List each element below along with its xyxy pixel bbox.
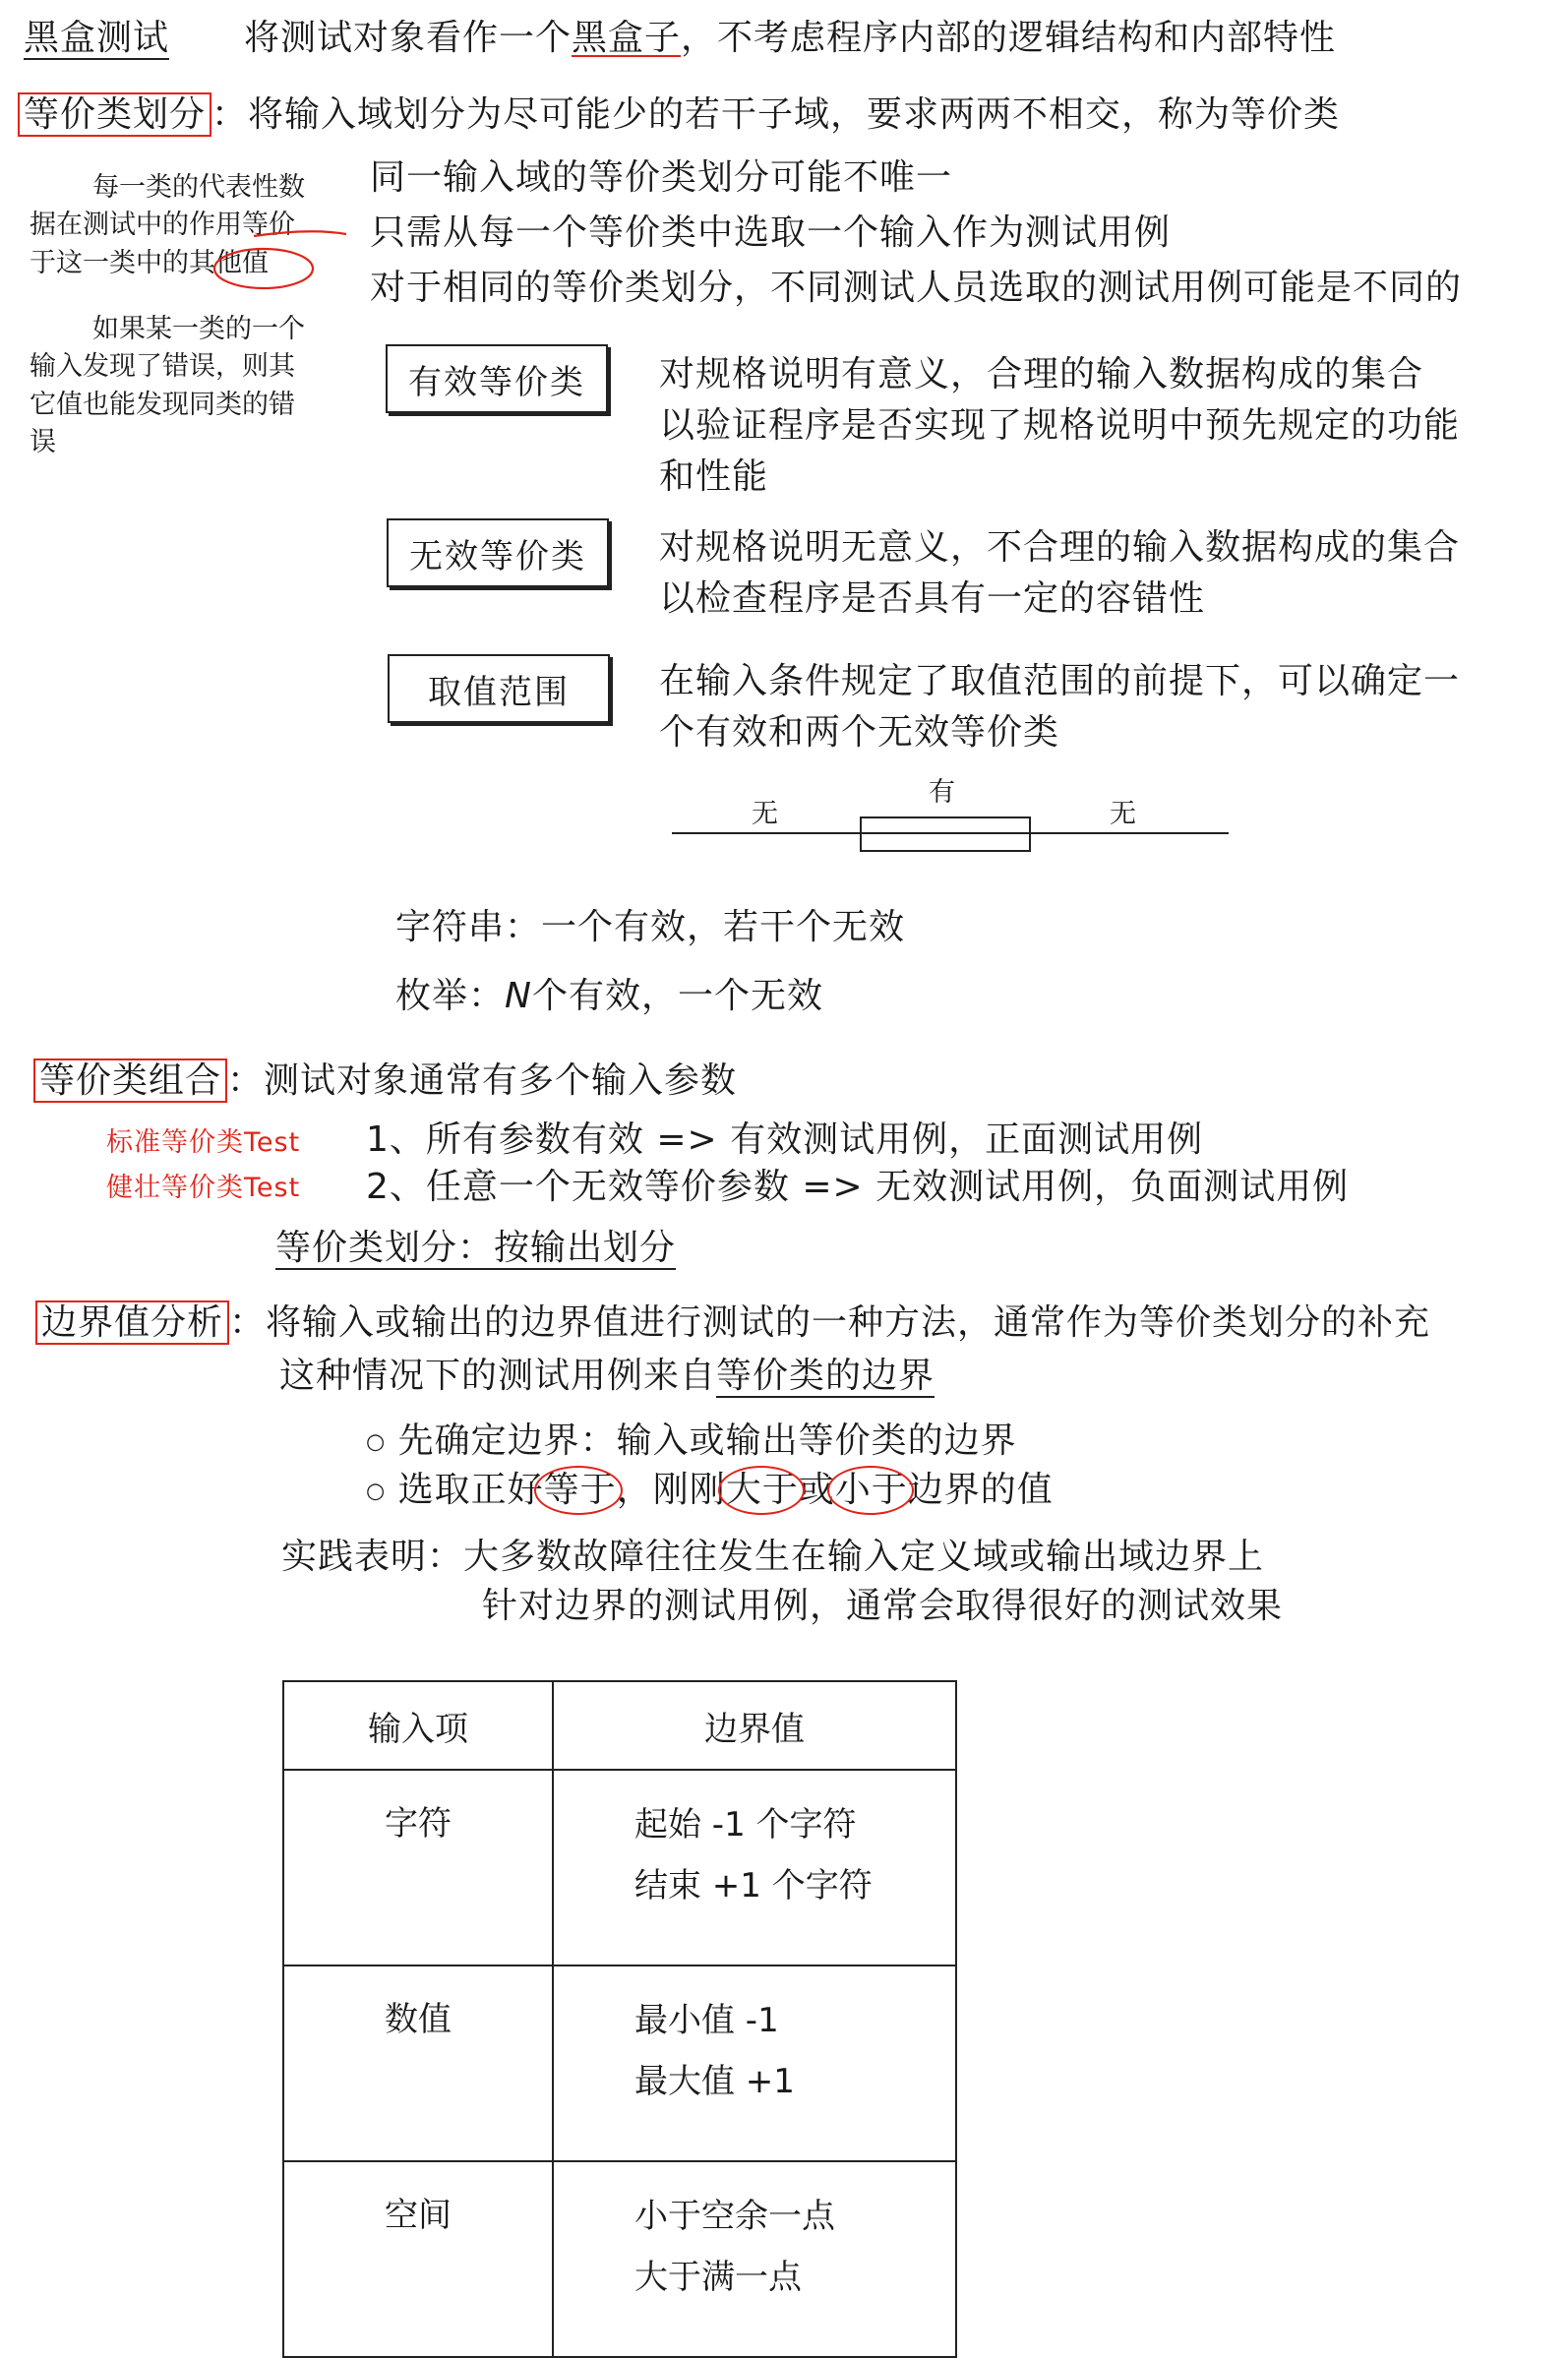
side-note-2-line-2: 输入发现了错误，则其 <box>30 351 295 383</box>
blackbox-desc <box>244 18 1336 58</box>
boundary-bullet-1-text: 先确定边界：输入或输出等价类的边界 <box>397 1421 1017 1461</box>
combination-item-2: 2、任意一个无效等价参数 => 无效测试用例，负面测试用例 <box>366 1167 1350 1207</box>
practice-line-2: 针对边界的测试用例，通常会取得很好的测试效果 <box>482 1586 1284 1626</box>
valid-class-line-3: 和性能 <box>659 456 769 497</box>
range-label-left: 无 <box>752 799 779 829</box>
table-cell-item: 数值 <box>283 1965 553 2161</box>
range-label-middle: 有 <box>929 777 956 808</box>
side-note-2-line-4: 误 <box>30 426 56 457</box>
combination-desc: ：测试对象通常有多个输入参数 <box>227 1060 738 1101</box>
greater-than-text: 大于 <box>725 1470 799 1510</box>
equal-to-word <box>544 1470 617 1510</box>
table-value-line: 最大值 +1 <box>634 2062 795 2101</box>
side-note-1-line-1: 每一类的代表性数 <box>92 172 305 203</box>
bullet-2-p1: 选取正好 <box>397 1470 544 1510</box>
equivalence-point-1: 同一输入域的等价类划分可能不唯一 <box>370 157 953 198</box>
table-cell-values <box>553 1965 956 2161</box>
side-note-representative <box>30 169 354 282</box>
range-line-2: 个有效和两个无效等价类 <box>659 712 1060 753</box>
standard-class-tag: 标准等价类Test <box>106 1127 301 1158</box>
side-note-error <box>30 311 354 461</box>
bullet-2-p2: ，刚刚 <box>616 1470 726 1510</box>
table-value-line: 结束 +1 个字符 <box>634 1866 873 1905</box>
boundary-desc-2 <box>279 1356 935 1396</box>
table-header-row <box>283 1681 956 1770</box>
bullet-2-p4: 边界的值 <box>907 1470 1054 1510</box>
range-rect-midline <box>860 832 1029 834</box>
blackbox-desc-prefix: 将测试对象看作一个 <box>244 18 573 58</box>
enum-rule-suffix: 个有效，一个无效 <box>531 976 823 1016</box>
valid-class-label: 有效等价类 <box>408 362 585 402</box>
side-note-1-line-2: 据在测试中的作用等价 <box>30 210 295 241</box>
output-partition-note: 等价类划分：按输出划分 <box>275 1228 676 1270</box>
boundary-bullet-1 <box>366 1421 1017 1461</box>
table-header-value: 边界值 <box>553 1681 956 1770</box>
bullet-2-p3: 或 <box>798 1470 835 1510</box>
table-cell-values <box>553 1770 956 1965</box>
table-cell-item: 字符 <box>283 1770 553 1965</box>
enum-rule-var: N <box>505 976 532 1016</box>
less-than-word <box>835 1470 908 1510</box>
equivalence-desc: ：将输入域划分为尽可能少的若干子域，要求两两不相交，称为等价类 <box>211 94 1341 135</box>
enum-rule <box>395 976 823 1016</box>
boundary-title: 边界值分析 <box>35 1300 229 1345</box>
string-rule: 字符串：一个有效，若干个无效 <box>395 907 906 947</box>
blackbox-desc-suffix: ，不考虑程序内部的逻辑结构和内部特性 <box>681 18 1337 58</box>
invalid-class-line-1: 对规格说明无意义，不合理的输入数据构成的集合 <box>659 527 1461 568</box>
combination-item-1: 1、所有参数有效 => 有效测试用例，正面测试用例 <box>366 1119 1204 1160</box>
blackbox-desc-emph: 黑盒子 <box>572 18 682 58</box>
range-valid-rect <box>860 816 1031 852</box>
boundary-table <box>282 1680 957 2358</box>
enum-rule-prefix: 枚举： <box>395 976 506 1016</box>
combination-heading <box>33 1060 737 1101</box>
equivalence-heading <box>18 94 1340 135</box>
boundary-bullet-2 <box>366 1470 1054 1510</box>
invalid-class-label: 无效等价类 <box>409 536 586 576</box>
blackbox-title: 黑盒测试 <box>24 18 169 60</box>
valid-class-line-1: 对规格说明有意义，合理的输入数据构成的集合 <box>659 354 1424 394</box>
equivalence-title: 等价类划分 <box>18 92 211 137</box>
combination-title: 等价类组合 <box>33 1058 227 1103</box>
equal-to-circle <box>534 1466 623 1515</box>
range-label-right: 无 <box>1110 799 1137 829</box>
less-than-text: 小于 <box>834 1470 908 1510</box>
table-header-item: 输入项 <box>283 1681 553 1770</box>
valid-class-line-2: 以验证程序是否实现了规格说明中预先规定的功能 <box>659 405 1461 446</box>
table-row <box>283 1965 956 2161</box>
bullet-circle-icon: ○ <box>366 1479 387 1504</box>
equal-to-text: 等于 <box>543 1470 617 1510</box>
range-label: 取值范围 <box>428 672 570 712</box>
valid-class-box <box>386 344 608 413</box>
side-note-2-line-1: 如果某一类的一个 <box>92 314 305 344</box>
bullet-circle-icon: ○ <box>366 1429 387 1455</box>
greater-than-circle <box>718 1466 805 1515</box>
range-box <box>388 654 610 723</box>
greater-than-word <box>726 1470 799 1510</box>
equivalence-point-2: 只需从每一个等价类中选取一个输入作为测试用例 <box>370 212 1172 253</box>
robust-class-tag: 健壮等价类Test <box>106 1173 301 1203</box>
invalid-class-line-2: 以检查程序是否具有一定的容错性 <box>659 578 1206 619</box>
table-value-line: 起始 -1 个字符 <box>634 1805 857 1844</box>
table-value-line: 小于空余一点 <box>634 2197 835 2236</box>
invalid-class-box <box>387 518 609 587</box>
equivalence-point-3: 对于相同的等价类划分，不同测试人员选取的测试用例可能是不同的 <box>370 268 1463 308</box>
table-row <box>283 1770 956 1965</box>
side-note-2-line-3: 它值也能发现同类的错 <box>30 389 295 420</box>
practice-line-1: 实践表明：大多数故障往往发生在输入定义域或输出域边界上 <box>281 1537 1265 1577</box>
table-cell-item: 空间 <box>283 2161 553 2357</box>
less-than-circle <box>827 1466 914 1515</box>
table-value-line: 大于满一点 <box>634 2258 802 2297</box>
range-line-1: 在输入条件规定了取值范围的前提下，可以确定一 <box>659 661 1461 701</box>
boundary-heading <box>35 1302 1430 1343</box>
boundary-desc-2-emph: 等价类的边界 <box>716 1356 935 1396</box>
boundary-desc: ：将输入或输出的边界值进行测试的一种方法，通常作为等价类划分的补充 <box>229 1302 1431 1343</box>
boundary-desc-2-prefix: 这种情况下的测试用例来自 <box>279 1356 717 1396</box>
table-value-line: 最小值 -1 <box>634 2001 779 2040</box>
side-note-1-line-3: 于这一类中的其他值 <box>30 247 269 278</box>
